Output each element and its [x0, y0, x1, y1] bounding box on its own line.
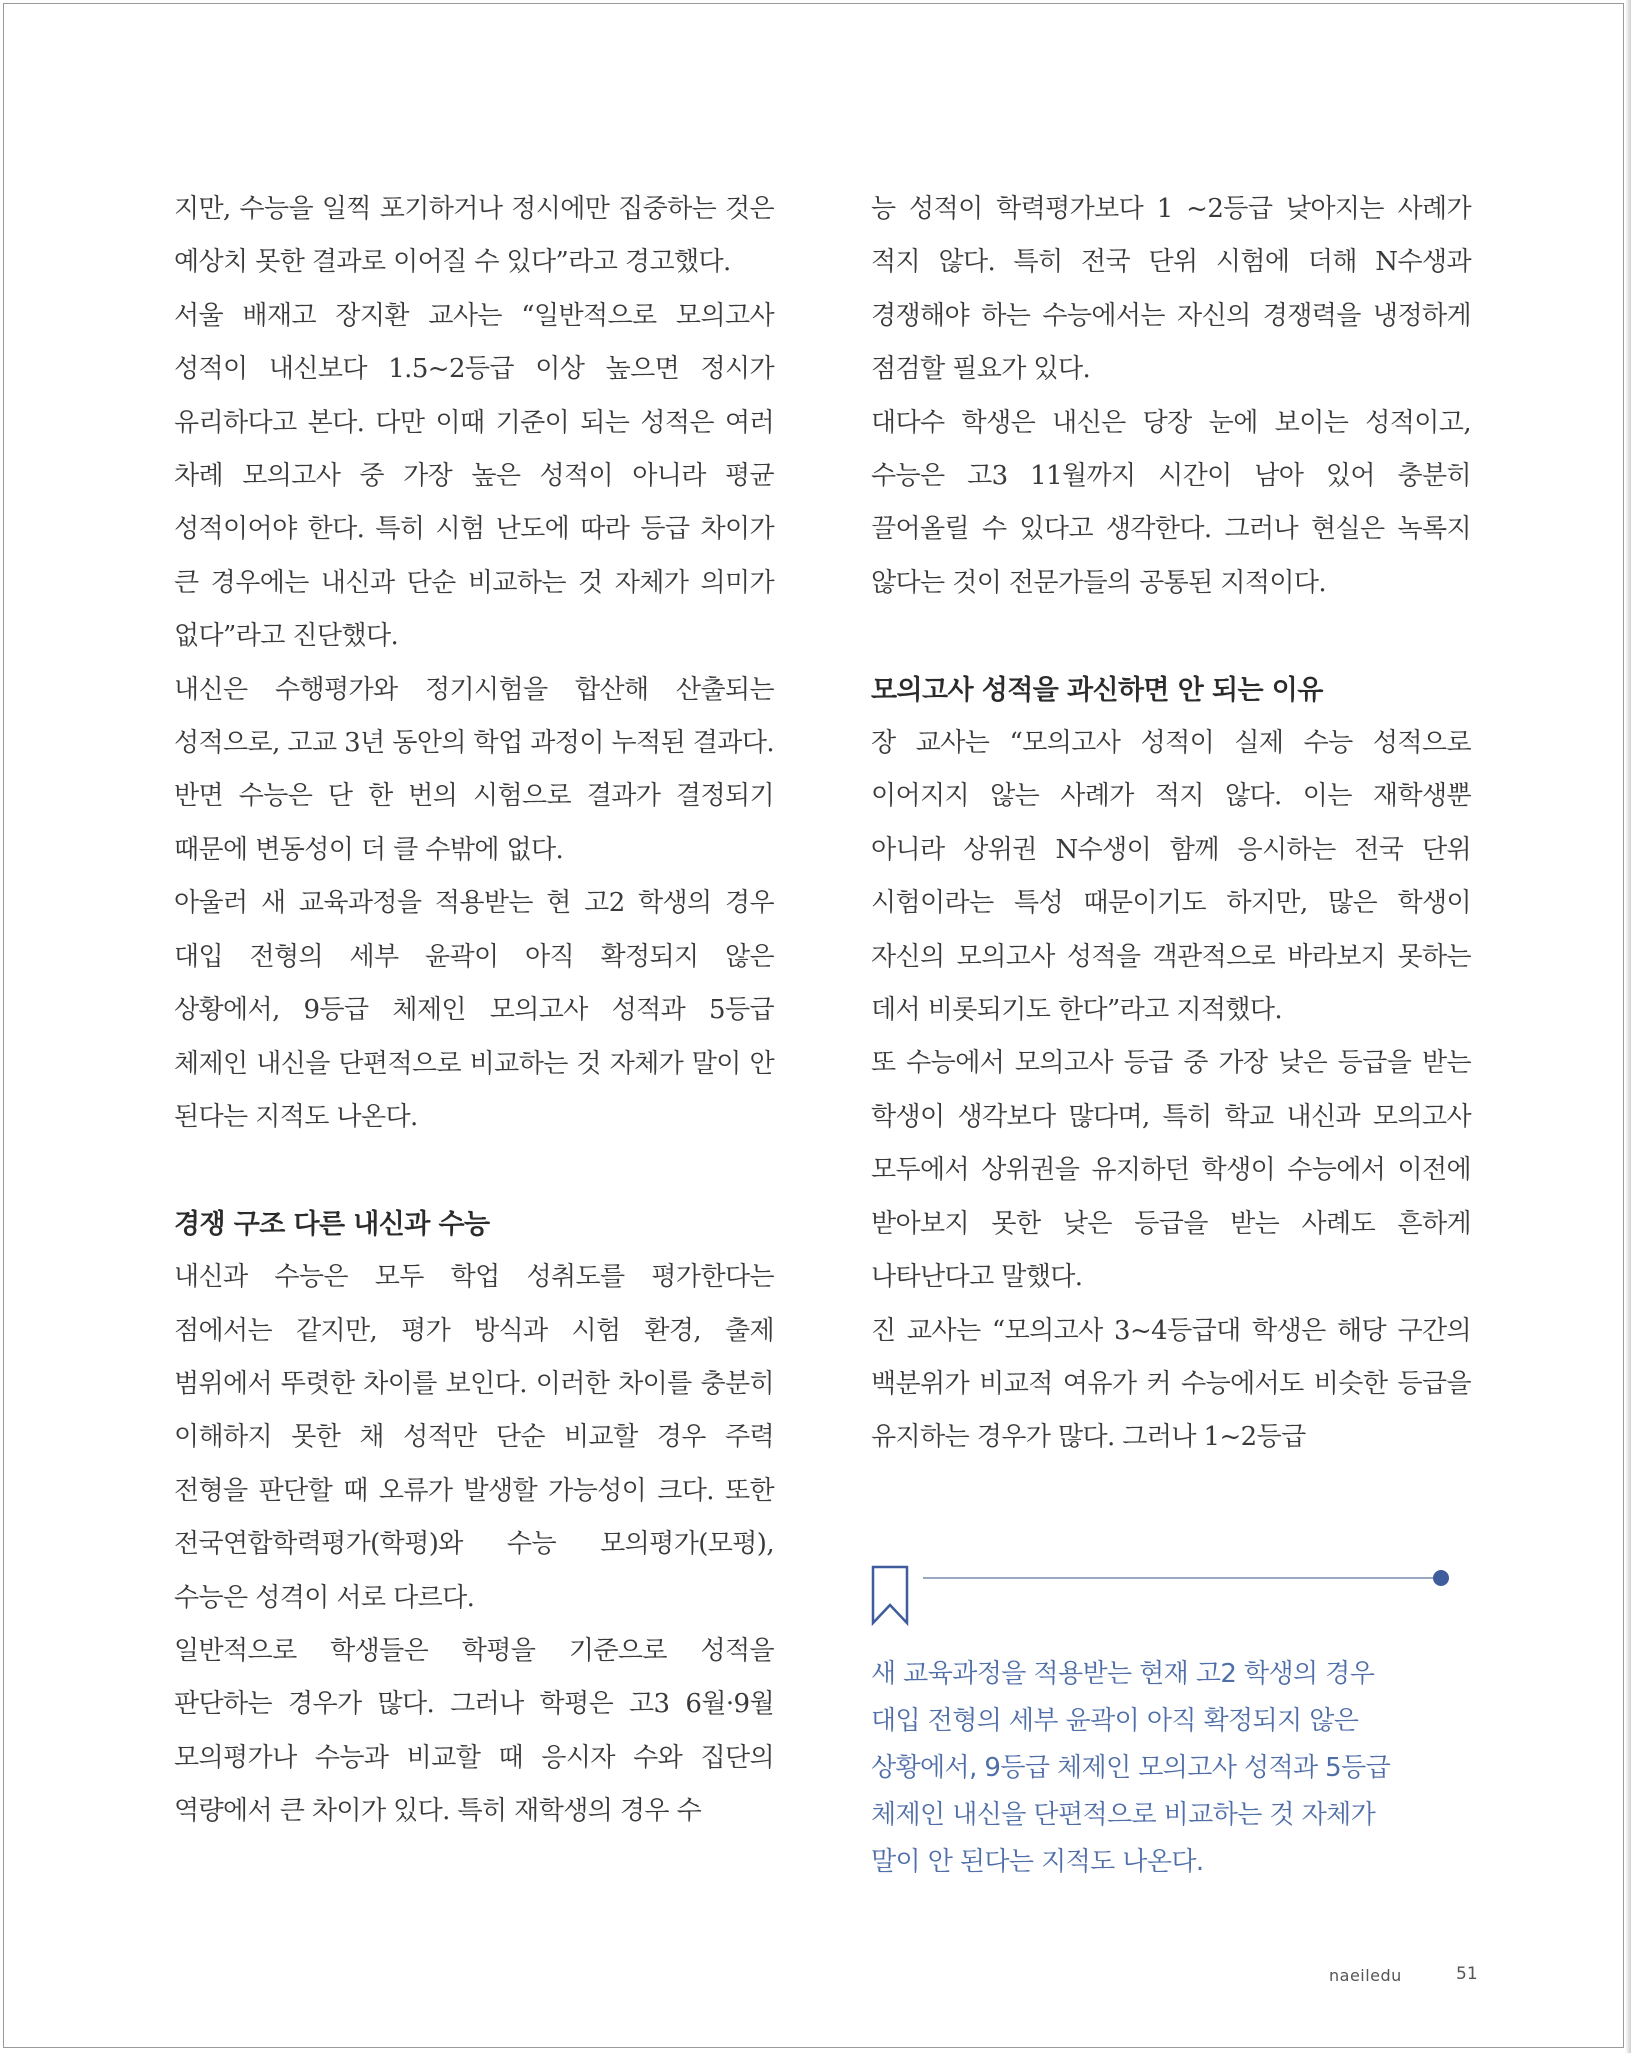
paragraph: 장 교사는 “모의고사 성적이 실제 수능 성적으로 이어지지 않는 사례가 적지 않다. 이는 재학생뿐 아니라 상위권 N수생이 함께 응시하는 전국 단위 시험이라는 특성 때문이기도 하지만, 많은 학생이 자신의 모의고사 성적을 객관적으로 바라보지 못하는 데서 비롯되기도 한다”라고 지적했다. [871, 728, 1471, 1026]
paragraph: 지만, 수능을 일찍 포기하거나 정시에만 집중하는 것은 예상치 못한 결과로 이어질 수 있다”라고 경고했다. [174, 194, 774, 278]
paragraph: 또 수능에서 모의고사 등급 중 가장 낮은 등급을 받는 학생이 생각보다 많다며, 특히 학교 내신과 모의고사 모두에서 상위권을 유지하던 학생이 수능에서 이전에 받아보지 못한 낮은 등급을 받는 사례도 흔하게 나타난다고 말했다. [871, 1048, 1471, 1293]
pull-quote-rule [923, 1577, 1435, 1579]
section-spacer [871, 610, 1471, 663]
left-column [174, 183, 774, 1839]
paragraph: 일반적으로 학생들은 학평을 기준으로 성적을 판단하는 경우가 많다. 그러나 학평은 고3 6월·9월 모의평가나 수능과 비교할 때 응시자 수와 집단의 역량에서 큰 차이가 있다. 특히 재학생의 경우 수 [174, 1635, 774, 1827]
bookmark-icon [871, 1565, 911, 1627]
paragraph: 능 성적이 학력평가보다 1 ~2등급 낮아지는 사례가 적지 않다. 특히 전국 단위 시험에 더해 N수생과 경쟁해야 하는 수능에서는 자신의 경쟁력을 냉정하게 점검할 필요가 있다. [871, 194, 1471, 385]
page-edge [1625, 0, 1631, 2053]
pull-quote-dot [1433, 1570, 1449, 1586]
paragraph: 내신은 수행평가와 정기시험을 합산해 산출되는 성적으로, 고교 3년 동안의 학업 과정이 누적된 결과다. 반면 수능은 단 한 번의 시험으로 결과가 결정되기 때문에 변동성이 더 클 수밖에 없다. [174, 674, 774, 865]
paragraph: 대다수 학생은 내신은 당장 눈에 보이는 성적이고, 수능은 고3 11월까지 시간이 남아 있어 충분히 끌어올릴 수 있다고 생각한다. 그러나 현실은 녹록지 않다는 것이 전문가들의 공통된 지적이다. [871, 407, 1471, 598]
paragraph: 서울 배재고 장지환 교사는 “일반적으로 모의고사 성적이 내신보다 1.5~2등급 이상 높으면 정시가 유리하다고 본다. 다만 이때 기준이 되는 성적은 여러 차례 모의고사 중 가장 높은 성적이 아니라 평균 성적이어야 한다. 특히 시험 난도에 따라 등급 차이가 큰 경우에는 내신과 단순 비교하는 것 자체가 의미가 없다”라고 진단했다. [174, 300, 774, 652]
pull-quote-text: 새 교육과정을 적용받는 현재 고2 학생의 경우 대입 전형의 세부 윤곽이 아직 확정되지 않은 상황에서, 9등급 체제인 모의고사 성적과 5등급 체제인 내신을 단편적으로 비교하는 것 자체가 말이 안 된다는 지적도 나온다. [871, 1659, 1391, 1877]
footer-brand: naeiledu [1329, 1966, 1402, 1985]
paragraph: 진 교사는 “모의고사 3~4등급대 학생은 해당 구간의 백분위가 비교적 여유가 커 수능에서도 비슷한 등급을 유지하는 경우가 많다. 그러나 1~2등급 [871, 1315, 1471, 1453]
paragraph: 내신과 수능은 모두 학업 성취도를 평가한다는 점에서는 같지만, 평가 방식과 시험 환경, 출제 범위에서 뚜렷한 차이를 보인다. 이러한 차이를 충분히 이해하지 못한 채 성적만 단순 비교할 경우 주력 전형을 판단할 때 오류가 발생할 가능성이 크다. 또한 전국연합학력평가(학평)와 수능 모의평가(모평), 수능은 성격이 서로 다르다. [174, 1262, 774, 1613]
section-heading: 모의고사 성적을 과신하면 안 되는 이유 [871, 674, 1323, 706]
section-spacer [174, 1144, 774, 1197]
pull-quote [871, 1565, 1481, 1885]
paragraph: 아울러 새 교육과정을 적용받는 현 고2 학생의 경우 대입 전형의 세부 윤곽이 아직 확정되지 않은 상황에서, 9등급 체제인 모의고사 성적과 5등급 체제인 내신을 단편적으로 비교하는 것 자체가 말이 안 된다는 지적도 나온다. [174, 888, 774, 1132]
page-number: 51 [1456, 1964, 1478, 1984]
section-heading: 경쟁 구조 다른 내신과 수능 [174, 1208, 490, 1240]
right-column [871, 183, 1471, 1465]
